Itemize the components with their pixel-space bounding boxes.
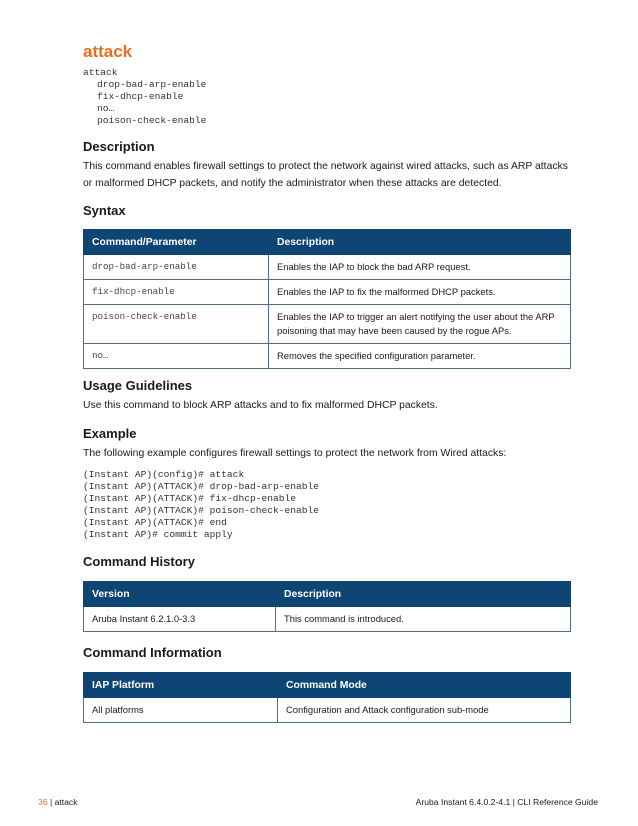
information-table bbox=[83, 672, 571, 723]
syntax-table bbox=[83, 229, 571, 369]
column-header: Command Mode bbox=[278, 673, 571, 698]
example-code-line: (Instant AP)(ATTACK)# poison-check-enable bbox=[83, 505, 320, 516]
syntax-subcommand: fix-dhcp-enable bbox=[97, 91, 184, 102]
example-text: The following example configures firewall settings to protect the network from Wired attacks: bbox=[83, 448, 507, 459]
example-code-line: (Instant AP)(ATTACK)# end bbox=[83, 517, 227, 528]
table-header-row bbox=[84, 673, 571, 698]
column-header: Description bbox=[269, 230, 571, 255]
example-code-line: (Instant AP)(ATTACK)# fix-dhcp-enable bbox=[83, 493, 297, 504]
table-row bbox=[84, 255, 571, 280]
example-heading: Example bbox=[83, 426, 137, 441]
table-row bbox=[84, 344, 571, 369]
syntax-heading: Syntax bbox=[83, 203, 126, 218]
usage-text: Use this command to block ARP attacks and to fix malformed DHCP packets. bbox=[83, 400, 438, 411]
history-table bbox=[83, 581, 571, 632]
desc-cell: Enables the IAP to block the bad ARP request. bbox=[269, 255, 571, 280]
mode-cell: Configuration and Attack configuration sub-mode bbox=[278, 698, 571, 723]
description-heading: Description bbox=[83, 139, 155, 154]
desc-cell: This command is introduced. bbox=[276, 607, 571, 632]
param-cell: poison-check-enable bbox=[84, 305, 269, 344]
usage-heading: Usage Guidelines bbox=[83, 378, 193, 393]
version-cell: Aruba Instant 6.2.1.0-3.3 bbox=[84, 607, 276, 632]
information-heading: Command Information bbox=[83, 645, 222, 660]
footer-section: attack bbox=[54, 797, 78, 807]
table-header-row bbox=[84, 230, 571, 255]
param-cell: no… bbox=[84, 344, 269, 369]
table-header-row bbox=[84, 582, 571, 607]
table-row bbox=[84, 607, 571, 632]
footer-left bbox=[38, 797, 78, 807]
page-number: 36 bbox=[38, 797, 48, 807]
page-title: attack bbox=[83, 42, 133, 61]
history-heading: Command History bbox=[83, 554, 195, 569]
syntax-subcommand: poison-check-enable bbox=[97, 115, 207, 126]
column-header: Description bbox=[276, 582, 571, 607]
table-row bbox=[84, 698, 571, 723]
example-code-line: (Instant AP)(ATTACK)# drop-bad-arp-enable bbox=[83, 481, 320, 492]
column-header: Command/Parameter bbox=[84, 230, 269, 255]
example-code-line: (Instant AP)(config)# attack bbox=[83, 469, 245, 480]
example-code-line: (Instant AP)# commit apply bbox=[83, 529, 233, 540]
description-text: This command enables firewall settings to protect the network against wired attacks, such as ARP attacks or malformed DHCP packets, and notify the administrator when these attacks are detected. bbox=[83, 161, 568, 189]
column-header: Version bbox=[84, 582, 276, 607]
platform-cell: All platforms bbox=[84, 698, 278, 723]
column-header: IAP Platform bbox=[84, 673, 278, 698]
footer-guide-title: Aruba Instant 6.4.0.2-4.1 | CLI Reference Guide bbox=[415, 797, 598, 807]
table-row bbox=[84, 280, 571, 305]
syntax-command: attack bbox=[83, 67, 118, 78]
syntax-subcommand: no… bbox=[97, 103, 115, 114]
desc-cell: Enables the IAP to fix the malformed DHCP packets. bbox=[269, 280, 571, 305]
desc-cell: Removes the specified configuration parameter. bbox=[269, 344, 571, 369]
param-cell: drop-bad-arp-enable bbox=[84, 255, 269, 280]
footer-separator: | bbox=[47, 797, 55, 807]
desc-cell: Enables the IAP to trigger an alert notifying the user about the ARP poisoning that may have been caused by the rogue APs. bbox=[269, 305, 571, 344]
table-row bbox=[84, 305, 571, 344]
param-cell: fix-dhcp-enable bbox=[84, 280, 269, 305]
syntax-subcommand: drop-bad-arp-enable bbox=[97, 79, 207, 90]
